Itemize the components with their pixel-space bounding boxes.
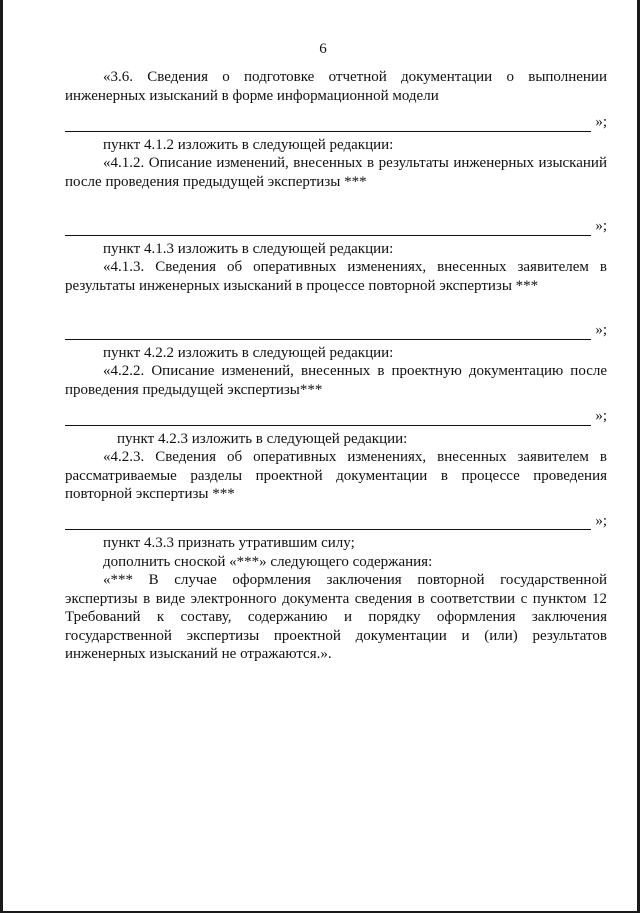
instruction-4-1-2: пункт 4.1.2 изложить в следующей редакции: (103, 136, 394, 153)
paragraph-4-1-2: «4.1.2. Описание изменений, внесенных в результаты инженерных изысканий после проведения предыдущей экспертизы *** (65, 155, 607, 190)
paragraph-4-2-2: «4.2.2. Описание изменений, внесенных в проектную документацию после проведения предыдущей экспертизы*** (65, 363, 607, 398)
instruction-footnote: дополнить сноской «***» следующего содержания: (103, 553, 433, 570)
instruction-4-1-3: пункт 4.1.3 изложить в следующей редакции: (103, 240, 394, 257)
fill-line-row (65, 321, 607, 340)
instruction-4-2-2: пункт 4.2.2 изложить в следующей редакции: (103, 344, 394, 361)
blank-fill-line (65, 411, 591, 426)
fill-line-row (65, 407, 607, 426)
quote-close: »; (595, 408, 607, 424)
quote-close: »; (595, 218, 607, 234)
fill-line-row (65, 217, 607, 236)
blank-fill-line (65, 221, 591, 236)
fill-line-row (65, 113, 607, 132)
paragraph-4-1-3: «4.1.3. Сведения об оперативных изменениях, внесенных заявителем в результаты инженерных изысканий в процессе повторной экспертизы *** (65, 259, 607, 294)
paragraph-4-2-3: «4.2.3. Сведения об оперативных изменениях, внесенных заявителем в рассматриваемые разделы проектной документации в процессе проведения повторной экспертизы *** (65, 449, 607, 502)
page-number: 6 (319, 41, 327, 57)
quote-close: »; (595, 512, 607, 529)
fill-line-row (65, 512, 607, 531)
document-body (65, 68, 607, 664)
blank-fill-line (65, 117, 591, 132)
quote-close: »; (595, 322, 607, 338)
blank-fill-line (65, 325, 591, 340)
footnote-text: «*** В случае оформления заключения повторной государственной экспертизы в виде электронного документа сведения в соответствии с пунктом 12 Требований к составу, содержанию и порядку оформления заключения государственной экспертизы проектной документации и (или) результатов инженерных изысканий не отражаются.». (65, 572, 607, 662)
paragraph-3-6: «3.6. Сведения о подготовке отчетной документации о выполнении инженерных изысканий в форме информационной модели (65, 69, 607, 104)
blank-fill-line (65, 515, 591, 530)
instruction-4-2-3: пункт 4.2.3 изложить в следующей редакции: (117, 430, 408, 447)
quote-close: »; (595, 114, 607, 130)
instruction-4-3-3: пункт 4.3.3 признать утратившим силу; (103, 535, 355, 551)
